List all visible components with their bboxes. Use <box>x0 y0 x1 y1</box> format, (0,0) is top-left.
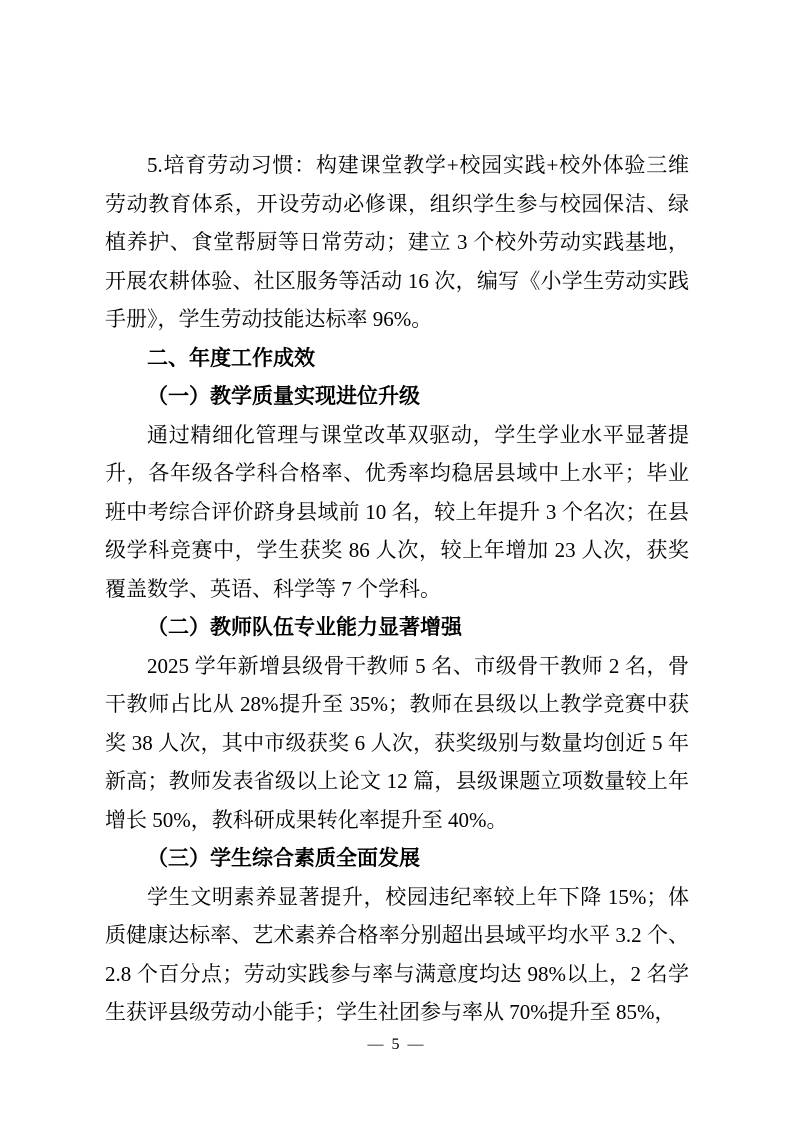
subsection-heading: （二）教师队伍专业能力显著增强 <box>147 615 462 639</box>
body-paragraph: 2025 学年新增县级骨干教师 5 名、市级骨干教师 2 名，骨干教师占比从 28%提升至 35%；教师在县级以上教学竞赛中获奖 38 人次，其中市级获奖 6 人次，获奖级别与数量均创近 5 年新高；教师发表省级以上论文 12 篇，县级课题立项数量较上年增长 50%，教科研成果转化率提升至 40%。 <box>105 653 689 832</box>
body-paragraph: 5.培育劳动习惯：构建课堂教学+校园实践+校外体验三维劳动教育体系，开设劳动必修课，组织学生参与校园保洁、绿植养护、食堂帮厨等日常劳动；建立 3 个校外劳动实践基地，开展农耕体验、社区服务等活动 16 次，编写《小学生劳动实践手册》，学生劳动技能达标率 96%。 <box>105 153 689 331</box>
subsection-heading: （三）学生综合素质全面发展 <box>147 846 420 870</box>
section-heading: 二、年度工作成效 <box>147 345 315 370</box>
body-paragraph: 通过精细化管理与课堂改革双驱动，学生学业水平显著提升，各年级各学科合格率、优秀率均稳居县域中上水平；毕业班中考综合评价跻身县域前 10 名，较上年提升 3 个名次；在县级学科竞赛中，学生获奖 86 人次，较上年增加 23 人次，获奖覆盖数学、英语、科学等 7 个学科。 <box>105 422 689 601</box>
body-paragraph: 学生文明素养显著提升，校园违纪率较上年下降 15%；体质健康达标率、艺术素养合格率分别超出县域平均水平 3.2 个、2.8 个百分点；劳动实践参与率与满意度均达 98%以上，2 名学生获评县级劳动小能手；学生社团参与率从 70%提升至 85%， <box>105 884 689 1024</box>
document-body <box>105 146 689 1032</box>
page-number: — 5 — <box>367 1036 426 1053</box>
subsection-heading: （一）教学质量实现进位升级 <box>147 384 420 408</box>
